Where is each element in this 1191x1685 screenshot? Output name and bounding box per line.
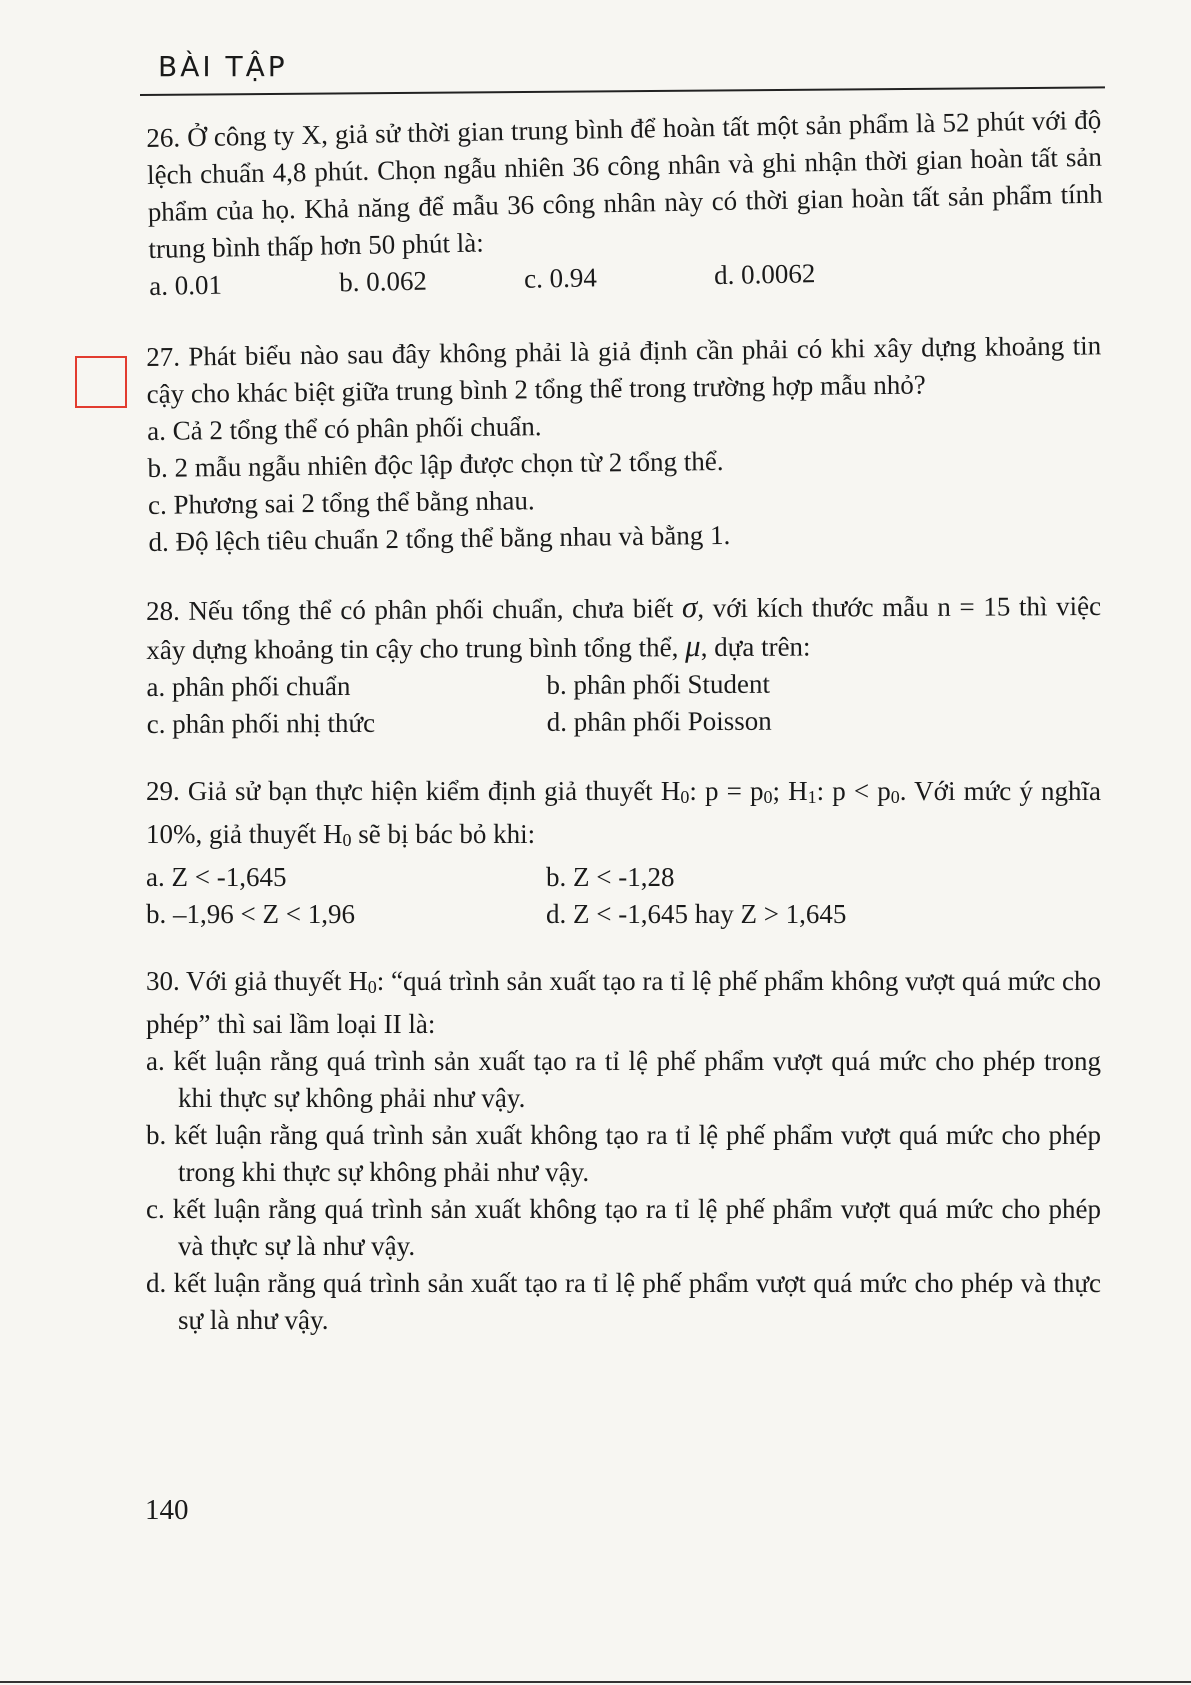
- subscript: 0: [890, 787, 900, 807]
- subscript: 0: [763, 787, 773, 807]
- question-29-options: [146, 859, 1101, 933]
- question-29-stem-part-1: 29. Giả sử bạn thực hiện kiểm định giả thuyết H: [146, 776, 681, 806]
- question-29-stem-part-4: : p < p: [816, 776, 891, 806]
- subscript: 0: [367, 977, 377, 997]
- question-29: [146, 773, 1101, 933]
- question-30-option-a: a. kết luận rằng quá trình sản xuất tạo ra tỉ lệ phế phẩm vượt quá mức cho phép trong khi thực sự không phải như vậy.: [146, 1046, 1101, 1113]
- question-30: [146, 963, 1101, 1339]
- question-30-option-d: d. kết luận rằng quá trình sản xuất tạo ra tỉ lệ phế phẩm vượt quá mức cho phép và thực sự là như vậy.: [146, 1268, 1101, 1335]
- question-27-option-a: a. Cả 2 tổng thể có phân phối chuẩn.: [146, 411, 542, 446]
- question-29-option-a: a. Z < -1,645: [146, 862, 287, 892]
- question-28-option-b: b. phân phối Student: [546, 668, 771, 700]
- question-28-option-d: d. phân phối Poisson: [546, 705, 772, 737]
- question-29-stem-part-5: . Với mức ý nghĩa 10%, giả thuyết H: [146, 776, 1101, 849]
- question-27-option-d: d. Độ lệch tiêu chuẩn 2 tổng thể bằng nhau và bằng 1.: [148, 519, 731, 557]
- question-28-stem-part-3: , dựa trên:: [700, 631, 811, 663]
- question-30-option-c: c. kết luận rằng quá trình sản xuất không tạo ra tỉ lệ phế phẩm vượt quá mức cho phép và thực sự là như vậy.: [146, 1194, 1101, 1261]
- question-29-stem-part-6: sẽ bị bác bỏ khi:: [351, 819, 536, 849]
- subscript: 0: [342, 830, 352, 850]
- section-header: BÀI TẬP: [158, 50, 288, 83]
- question-27-stem: 27. Phát biểu nào sau đây không phải là giả định cần phải có khi xây dựng khoảng tin cậy cho khác biệt giữa trung bình 2 tổng thể trong trường hợp mẫu nhỏ?: [146, 330, 1102, 409]
- question-27: [146, 327, 1104, 561]
- question-28-option-c: c. phân phối nhị thức: [146, 707, 376, 739]
- question-29-option-d: d. Z < -1,645 hay Z > 1,645: [546, 899, 847, 929]
- question-30-option-b: b. kết luận rằng quá trình sản xuất không tạo ra tỉ lệ phế phẩm vượt quá mức cho phép trong khi thực sự không phải như vậy.: [146, 1120, 1101, 1187]
- question-30-stem: [146, 963, 1101, 1043]
- question-28-stem: [146, 586, 1101, 669]
- question-26-option-a: a. 0.01: [148, 269, 223, 301]
- question-30-stem-part-1: 30. Với giả thuyết H: [146, 966, 368, 996]
- question-28-stem-part-2: , với kích thước mẫu n = 15 thì việc xây dựng khoảng tin cậy cho trung bình tổng thể,: [146, 590, 1102, 665]
- question-27-option-b: b. 2 mẫu ngẫu nhiên độc lập được chọn từ 2 tổng thể.: [147, 445, 724, 483]
- bottom-edge-line: [0, 1681, 1191, 1683]
- question-29-stem-part-2: : p = p: [689, 776, 764, 806]
- sigma-symbol: σ: [681, 589, 698, 625]
- question-28-option-a: a. phân phối chuẩn: [146, 670, 351, 702]
- question-29-option-c: b. –1,96 < Z < 1,96: [146, 899, 355, 929]
- question-26-option-d: d. 0.0062: [713, 258, 816, 291]
- question-30-stem-part-2: : “quá trình sản xuất tạo ra tỉ lệ phế phẩm không vượt quá mức cho phép” thì sai lầm loại II là:: [146, 966, 1102, 1039]
- question-26-stem: 26. Ở công ty X, giả sử thời gian trung bình để hoàn tất một sản phẩm là 52 phút với độ lệch chuẩn 4,8 phút. Chọn ngẫu nhiên 36 công nhân và ghi nhận thời gian hoàn tất sản phẩm của họ. Khả năng để mẫu 36 công nhân này có thời gian hoàn tất sản phẩm tính trung bình thấp hơn 50 phút là:: [146, 104, 1103, 264]
- page-number: 140: [145, 1494, 189, 1526]
- subscript: 1: [807, 787, 817, 807]
- question-26-option-c: c. 0.94: [523, 262, 598, 294]
- question-28: [146, 586, 1102, 743]
- question-29-stem: [146, 773, 1101, 859]
- questions-content: [146, 104, 1103, 1365]
- question-26-option-b: b. 0.062: [338, 265, 428, 298]
- question-29-stem-part-3: ; H: [772, 776, 808, 806]
- annotation-marker-box: [75, 356, 127, 408]
- mu-symbol: μ: [684, 628, 701, 664]
- subscript: 0: [680, 787, 690, 807]
- question-27-option-c: c. Phương sai 2 tổng thể bằng nhau.: [147, 485, 535, 520]
- question-29-option-b: b. Z < -1,28: [546, 862, 675, 892]
- question-28-options: [146, 664, 1101, 743]
- question-28-stem-part-1: 28. Nếu tổng thể có phân phối chuẩn, chưa biết: [146, 593, 683, 626]
- header-divider: [140, 86, 1105, 96]
- question-26: [146, 102, 1104, 305]
